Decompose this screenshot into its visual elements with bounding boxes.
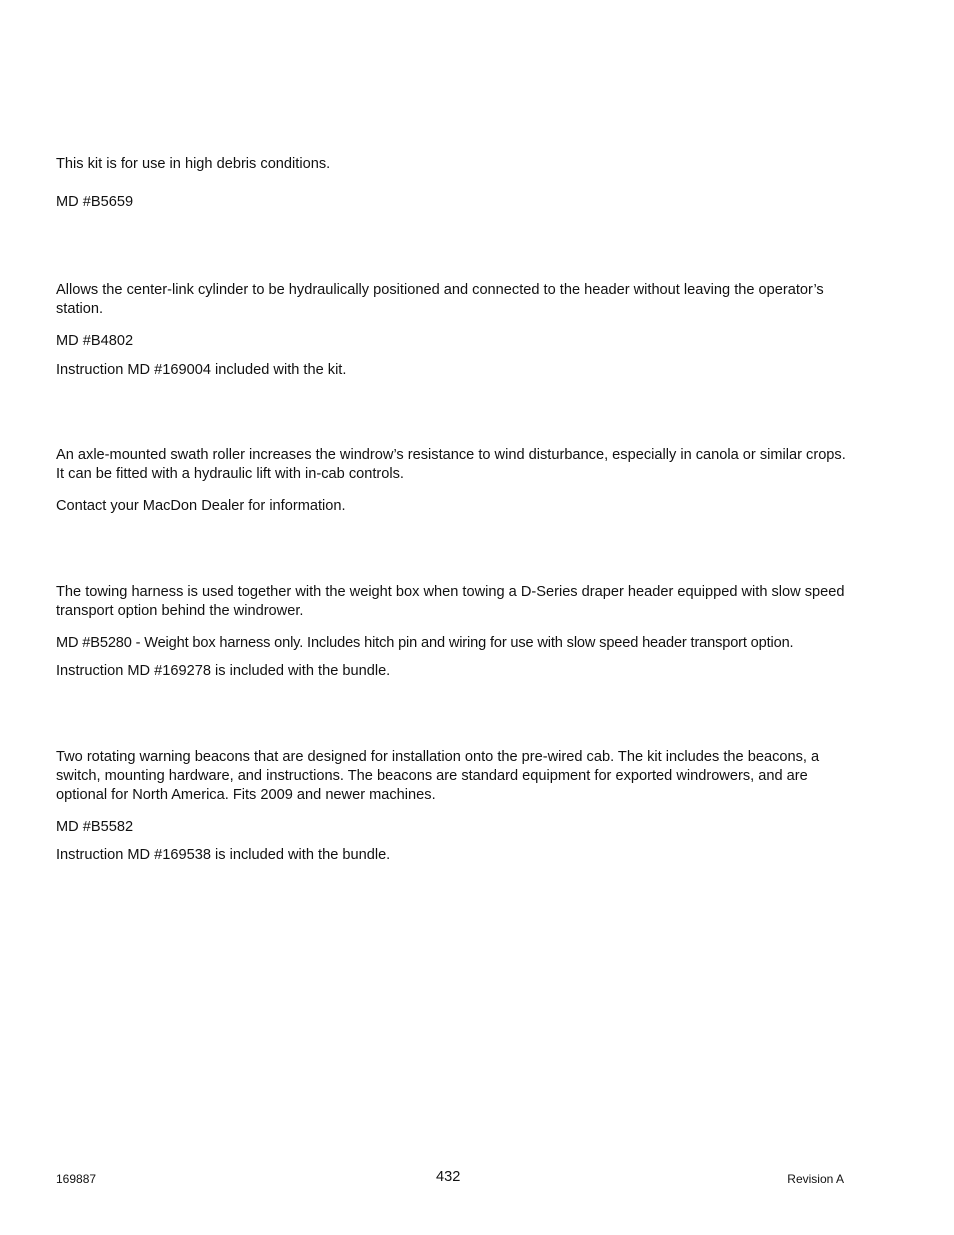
- center-link-instruction: Instruction MD #169004 included with the kit.: [56, 362, 347, 378]
- debris-kit-part-number: MD #B5659: [56, 194, 134, 210]
- beacons-instruction: Instruction MD #169538 is included with the bundle.: [56, 847, 391, 863]
- center-link-part-number: MD #B4802: [56, 333, 134, 349]
- beacons-description: Two rotating warning beacons that are designed for installation onto the pre-wired cab. The kit includes the beacons, a switch, mounting hardware, and instructions. The beacons are standard equipment for exported windrowers, and are optional for North America. Fits 2009 and newer machines.: [56, 749, 820, 803]
- swath-roller-description: An axle-mounted swath roller increases the windrow’s resistance to wind disturbance, especially in canola or similar crops. It can be fitted with a hydraulic lift with in-cab controls.: [56, 447, 846, 482]
- center-link-description: Allows the center-link cylinder to be hydraulically positioned and connected to the header without leaving the operator’s station.: [56, 282, 824, 317]
- beacons-part-number: MD #B5582: [56, 819, 134, 835]
- towing-harness-part-number: MD #B5280 - Weight box harness only. Includes hitch pin and wiring for use with slow speed header transport option.: [56, 635, 794, 651]
- footer-page-number: 432: [436, 1169, 461, 1185]
- swath-roller-contact: Contact your MacDon Dealer for information.: [56, 498, 346, 514]
- towing-harness-instruction: Instruction MD #169278 is included with the bundle.: [56, 663, 391, 679]
- footer-doc-number: 169887: [56, 1172, 97, 1186]
- debris-kit-description: This kit is for use in high debris conditions.: [56, 156, 331, 172]
- towing-harness-description: The towing harness is used together with the weight box when towing a D-Series draper header equipped with slow speed transport option behind the windrower.: [56, 584, 845, 619]
- footer-revision: Revision A: [787, 1172, 844, 1186]
